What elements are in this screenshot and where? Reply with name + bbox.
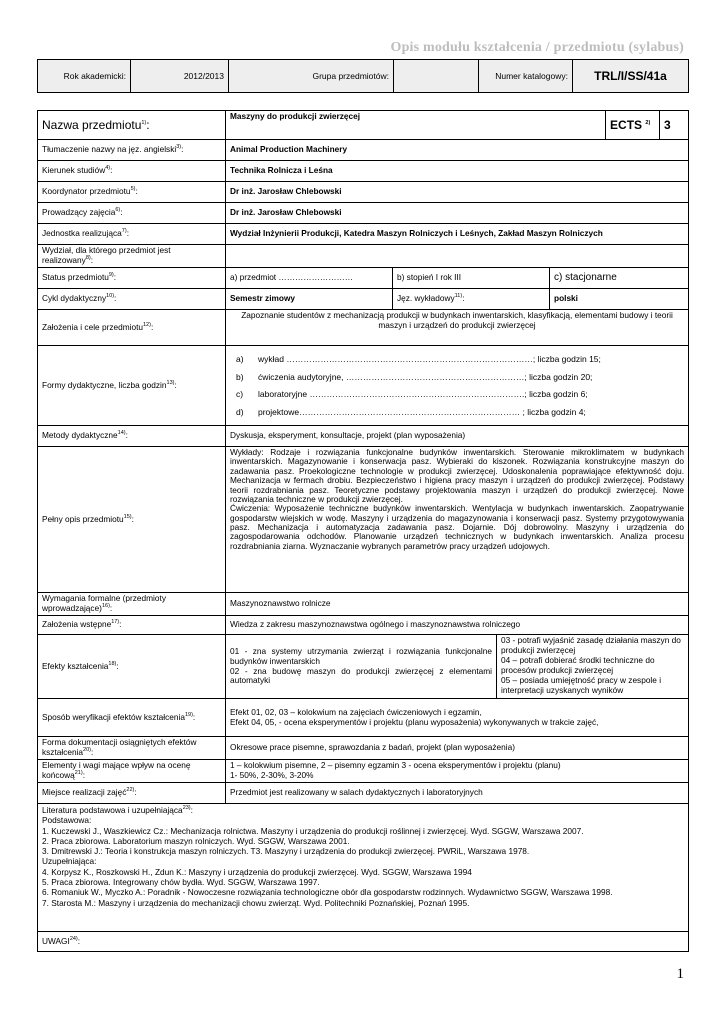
cycle-value: Semestr zimowy (226, 289, 393, 310)
language-value: polski (550, 289, 689, 310)
documentation-label: Forma dokumentacji osiągniętych efektów kształcenia$^{20)}$: (38, 737, 226, 760)
prerequisites-label: Założenia wstępne$^{17)}$: (38, 616, 226, 635)
forms-item: b) ćwiczenia audytoryjne, ………………………………………………………; liczba godzin 20; (236, 371, 593, 382)
subject-name-row (38, 111, 689, 140)
formal-requirements-row (38, 593, 689, 616)
verification-row (38, 699, 689, 737)
weights-row (38, 760, 689, 783)
translation-label: Tłumaczenie nazwy na jęz. angielski$^{3)}$: (38, 140, 226, 161)
weights-value: 1 – kolokwium pisemne, 2 – pisemny egzamin 3 - ocena eksperymentów i projektu (planu) 1- 50%, 2-30%, 3-20% (226, 760, 689, 783)
faculty-value (226, 245, 689, 268)
translation-value: Animal Production Machinery (226, 140, 689, 161)
verification-value: Efekt 01, 02, 03 – kolokwium na zajęciach ćwiczeniowych i egzamin, Efekt 04, 05, - ocena eksperymentów i projektu (planu wyposażenia) wykonywanych w trakcie zajęć, (226, 699, 689, 737)
literature-item: 1. Kuczewski J., Waszkiewicz Cz.: Mechanizacja rolnictwa. Maszyny i urządzenia do produkcji roślinnej i zwierzęcej. Wyd. SGGW, Warszawa 2007. (42, 825, 584, 836)
forms-label: Formy dydaktyczne, liczba godzin$^{13)}$: (38, 346, 226, 426)
full-description-label: Pełny opis przedmiotu$^{15)}$: (38, 447, 226, 593)
catalog-number-label: Numer katalogowy: (479, 60, 573, 93)
unit-row (38, 224, 689, 245)
page-number: 1 (676, 966, 684, 982)
status-row (38, 268, 689, 289)
formal-requirements-value: Maszynoznawstwo rolnicze (226, 593, 689, 616)
coordinator-label: Koordynator przedmiotu$^{5)}$: (38, 182, 226, 203)
goals-value: Zapoznanie studentów z mechanizacją produkcji w budynkach inwentarskich, klasyfikacją, elementami budowy i teorii maszyn i urządzeń do produkcji zwierzęcej (226, 310, 689, 346)
literature-item: 2. Praca zbiorowa. Laboratorium maszyn rolniczych. Wyd. SGGW, Warszawa 2001. (42, 835, 350, 846)
weights-label: Elementy i wagi mające wpływ na ocenę końcową$^{21)}$: (38, 760, 226, 783)
formal-requirements-label: Wymagania formalne (przedmioty wprowadzające)$^{16)}$: (38, 593, 226, 616)
subject-name-label: Nazwa przedmiotu$^{1)}$: (38, 111, 226, 140)
direction-label: Kierunek studiów$^{4)}$: (38, 161, 226, 182)
academic-year-label: Rok akademicki: (38, 60, 131, 93)
direction-value: Technika Rolnicza i Leśna (226, 161, 689, 182)
verification-label: Sposób weryfikacji efektów kształcenia$^{19)}$: (38, 699, 226, 737)
place-value: Przedmiot jest realizowany w salach dydaktycznych i laboratoryjnych (226, 783, 689, 804)
methods-value: Dyskusja, eksperyment, konsultacje, projekt (plan wyposażenia) (226, 426, 689, 447)
subject-group-label: Grupa przedmiotów: (229, 60, 394, 93)
status-label: Status przedmiotu$^{9)}$: (38, 268, 226, 289)
outcomes-right: 03 - potrafi wyjaśnić zasadę działania maszyn do produkcji zwierzęcej 04 – potrafi dobierać środki techniczne do procesów produkcji zwierzęcej 05 – posiada umiejętność pracy w zespole i interpretacji uzyskanych wyników (497, 635, 689, 699)
status-a: a) przedmiot ……………………… (226, 268, 393, 289)
lecturers-value: Dr inż. Jarosław Chlebowski (226, 203, 689, 224)
subject-group-value (394, 60, 479, 93)
status-c: c) stacjonarne (550, 268, 689, 289)
literature-value (38, 804, 689, 932)
remarks-label: UWAGI$^{24)}$: (38, 932, 689, 952)
literature-row (38, 804, 689, 932)
status-b: b) stopień I rok III (393, 268, 550, 289)
outcomes-label: Efekty kształcenia$^{18)}$: (38, 635, 226, 699)
forms-item: c) laboratoryjne ………………………………………………………………….; liczba godzin 6; (236, 389, 588, 400)
cycle-label: Cykl dydaktyczny$^{10)}$: (38, 289, 226, 310)
document-title: Opis modułu kształcenia / przedmiotu (sylabus) (390, 40, 684, 55)
exercises-description: Ćwiczenia: Wyposażenie techniczne budynków inwentarskich. Wentylacja w budynkach inwentarskich. Zaopatrywanie gospodarstw wiejskich w wodę. Maszyny i urządzenia do magazynowania i konserwacji pasz. Systemy przygotowywania pasz. Mechanizacja i automatyzacja zadawania pasz. Dojarnie. Dój dobrowolny. Maszyny i urządzenia do zagospodarowania odchodów. Planowanie urządzeń technicznych w budynkach inwentarskich. Analiza procesu rozdrabniania ziarna. Wyznaczanie wybranych parametrów pracy urządzeń udojowych. (230, 503, 685, 551)
literature-label: Literatura podstawowa i uzupełniająca$^{23)}$: (42, 805, 193, 815)
outcomes-left: 01 - zna systemy utrzymania zwierząt i rozwiązania funkcjonalne budynków inwentarskich 02 - zna budowę maszyn do produkcji zwierzęcej z elementami automatyki (226, 635, 497, 699)
catalog-number-value: TRL/I/SS/41a (573, 60, 689, 93)
language-label: Jęz. wykładowy$^{11)}$: (393, 289, 550, 310)
coordinator-row (38, 182, 689, 203)
full-description-row (38, 447, 689, 593)
faculty-label: Wydział, dla którego przedmiot jest realizowany$^{8)}$: (38, 245, 226, 268)
methods-label: Metody dydaktyczne$^{14)}$: (38, 426, 226, 447)
methods-row (38, 426, 689, 447)
goals-row (38, 310, 689, 346)
remarks-row (38, 932, 689, 952)
literature-item: 3. Dmitrewski J.: Teoria i konstrukcja maszyn rolniczych. T3. Maszyny i urządzenia do produkcji zwierzęcej. PWRiL, Warszawa 1978. (42, 846, 530, 857)
academic-year-value: 2012/2013 (131, 60, 229, 93)
forms-list (230, 351, 684, 421)
prerequisites-value: Wiedza z zakresu maszynoznawstwa ogólnego i maszynoznawstwa rolniczego (226, 616, 689, 635)
lecturers-label: Prowadzący zajęcia$^{6)}$: (38, 203, 226, 224)
documentation-value: Okresowe prace pisemne, sprawozdania z badań, projekt (plan wyposażenia) (226, 737, 689, 760)
coordinator-value: Dr inż. Jarosław Chlebowski (226, 182, 689, 203)
ects-label: ECTS $^{2)}$ (606, 111, 660, 140)
place-label: Miejsce realizacji zajęć$^{22)}$: (38, 783, 226, 804)
goals-label: Założenia i cele przedmiotu$^{12)}$: (38, 310, 226, 346)
basic-heading: Podstawowa: (42, 815, 92, 826)
forms-value (226, 346, 689, 426)
faculty-row (38, 245, 689, 268)
forms-row (38, 346, 689, 426)
forms-item: d) projektowe…………………………………………………………………… ; liczba godzin 4; (236, 406, 586, 417)
subject-name-value: Maszyny do produkcji zwierzęcej (226, 111, 606, 140)
translation-row (38, 140, 689, 161)
lecturers-row (38, 203, 689, 224)
cycle-row (38, 289, 689, 310)
lectures-description: Wykłady: Rodzaje i rozwiązania funkcjonalne budynków inwentarskich. Sterowanie mikroklimatem w budynkach inwentarskich. Magazynowanie i konserwacja pasz. Wybieraki do kiszonek. Rozwiązania konstrukcyjne maszyn do zadawania pasz. Proekologiczne technologie w produkcji zwierzęcej. Udoskonalenia poprawiające efektywność doju. Mechanizacja w fermach drobiu. Bezpieczeństwo i higiena pracy maszyn i urządzeń do produkcji zwierzęcej. Podstawy teorii rozdrabniania pasz. Teoretyczne podstawy projektowania maszyn i urządzeń do produkcji zwierzęcej. Nowe rozwiązania techniczne w produkcji zwierzęcej. (230, 447, 685, 504)
outcomes-row (38, 635, 689, 699)
extra-heading: Uzupełniająca: (42, 856, 97, 867)
prerequisites-row (38, 616, 689, 635)
syllabus-table (37, 110, 689, 952)
direction-row (38, 161, 689, 182)
forms-item: a) wykład ……………………………………………………………………………; liczba godzin 15; (236, 354, 601, 365)
literature-item: 6. Romaniuk W., Myczko A.: Poradnik - Nowoczesne rozwiązania technologiczne obór dla gospodarstw rodzinnych. Wydawnictwo SGGW, Warszawa 1998. (42, 887, 613, 898)
literature-item: 4. Korpysz K., Roszkowski H., Zdun K.: Maszyny i urządzenia do produkcji zwierzęcej. Wyd. SGGW, Warszawa 1994 (42, 866, 472, 877)
literature-item: 5. Praca zbiorowa. Integrowany chów bydła. Wyd. SGGW, Warszawa 1997. (42, 876, 320, 887)
documentation-row (38, 737, 689, 760)
unit-value: Wydział Inżynierii Produkcji, Katedra Maszyn Rolniczych i Leśnych, Zakład Maszyn Rolniczych (226, 224, 689, 245)
full-description-value (226, 447, 689, 593)
unit-label: Jednostka realizująca$^{7)}$: (38, 224, 226, 245)
place-row (38, 783, 689, 804)
ects-value: 3 (660, 111, 689, 140)
literature-item: 7. Starosta M.: Maszyny i urządzenia do mechanizacji chowu zwierząt. Wyd. Politechniki Poznańskiej, Poznań 1995. (42, 897, 470, 908)
header-table (37, 59, 689, 93)
